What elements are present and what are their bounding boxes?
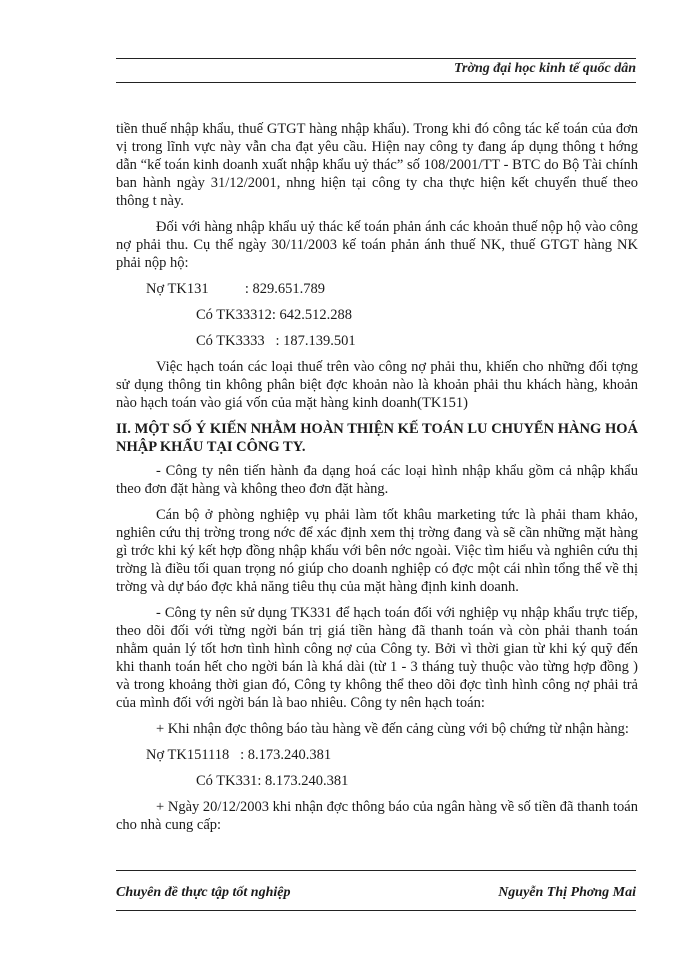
paragraph-4: - Công ty nên tiến hành đa dạng hoá các loại hình nhập khẩu gồm cả nhập khẩu theo đơn đặt hàng và không theo đơn đặt hàng. — [116, 463, 638, 497]
paragraph-1: tiền thuế nhập khẩu, thuế GTGT hàng nhập khẩu). Trong khi đó công tác kế toán của đơn vị trong lĩnh vực này vẫn cha đạt yêu cầu. Hiện nay công ty đang áp dụng thông t hớng dẫn “kế toán kinh doanh xuất nhập khẩu uỷ thác” số 108/2001/TT - BTC do Bộ Tài chính ban hành ngày 31/12/2001, nhng hiện tại công ty cha thực hiện kết chuyển thuế theo thông t này. — [116, 121, 638, 209]
entry-credit-tk33312: Có TK33312: 642.512.288 — [196, 307, 353, 323]
paragraph-8: + Ngày 20/12/2003 khi nhận đợc thông báo của ngân hàng về số tiền đã thanh toán cho nhà cung cấp: — [116, 799, 638, 833]
entry-debit-tk151118: Nợ TK151118 : 8.173.240.381 — [146, 747, 332, 763]
header-title: Trờng đại học kinh tế quốc dân — [453, 61, 636, 76]
entry-credit-tk3333: Có TK3333 : 187.139.501 — [196, 333, 356, 349]
paragraph-6: - Công ty nên sử dụng TK331 để hạch toán đối với nghiệp vụ nhập khẩu trực tiếp, theo dõi đối với từng ngời bán trị giá tiền hàng đã thanh toán và còn phải thanh toán nhằm quản lý tốt hơn tình hình công nợ của Công ty. Bởi vì thời gian từ khi ký quỹ đến khi thanh toán hết cho ngời bán là khá dài (từ 1 - 3 tháng tuỳ thuộc vào từng hợp đồng ) và trong khoảng thời gian đó, Công ty không thể theo dõi đợc tình hình công nợ phải trả của mình đối với ngời bán là bao nhiêu. Công ty nên hạch toán: — [116, 605, 638, 711]
footer-left-text: Chuyên đề thực tập tốt nghiệp — [116, 885, 291, 900]
header-rule-top — [116, 58, 636, 59]
entry-credit-tk331: Có TK331: 8.173.240.381 — [196, 773, 349, 789]
footer-rule-top — [116, 870, 636, 871]
footer-rule-bottom — [116, 910, 636, 911]
footer-right-text: Nguyễn Thị Phơng Mai — [498, 885, 636, 900]
paragraph-7: + Khi nhận đợc thông báo tàu hàng về đến cảng cùng với bộ chứng từ nhận hàng: — [156, 721, 629, 737]
paragraph-3: Việc hạch toán các loại thuế trên vào công nợ phải thu, khiến cho những đối tợng sử dụng thông tin không phân biệt đợc khoản nào là khoản phải thu khách hàng, khoản nào hạch toán vào giá vốn của mặt hàng kinh doanh(TK151) — [116, 359, 638, 411]
entry-debit-tk131: Nợ TK131 : 829.651.789 — [146, 281, 325, 297]
paragraph-5: Cán bộ ở phòng nghiệp vụ phải làm tốt khâu marketing tức là phải tham khảo, nghiên cứu thị trờng trong nớc để xác định xem thị trờng đang và sẽ cần những mặt hàng gì trớc khi ký kết hợp đồng nhập khẩu với bên nớc ngoài. Việc tìm hiểu và nghiên cứu thị trờng là điều tối quan trọng nó giúp cho doanh nghiệp có đợc một cái nhìn tổng thể về thị trờng và dự báo đợc khả năng tiêu thụ của mặt hàng định kinh doanh. — [116, 507, 638, 595]
document-body — [116, 120, 638, 842]
paragraph-2: Đối với hàng nhập khẩu uỷ thác kế toán phản ánh các khoản thuế nộp hộ vào công nợ phải thu. Cụ thể ngày 30/11/2003 kế toán phản ánh thuế NK, thuế GTGT hàng NK phải nộp hộ: — [116, 219, 638, 271]
header-rule-bottom — [116, 82, 636, 83]
section-heading: II. MỘT SỐ Ý KIẾN NHẰM HOÀN THIỆN KẾ TOÁN LU CHUYỂN HÀNG HOÁ NHẬP KHẨU TẠI CÔNG TY. — [116, 421, 638, 455]
